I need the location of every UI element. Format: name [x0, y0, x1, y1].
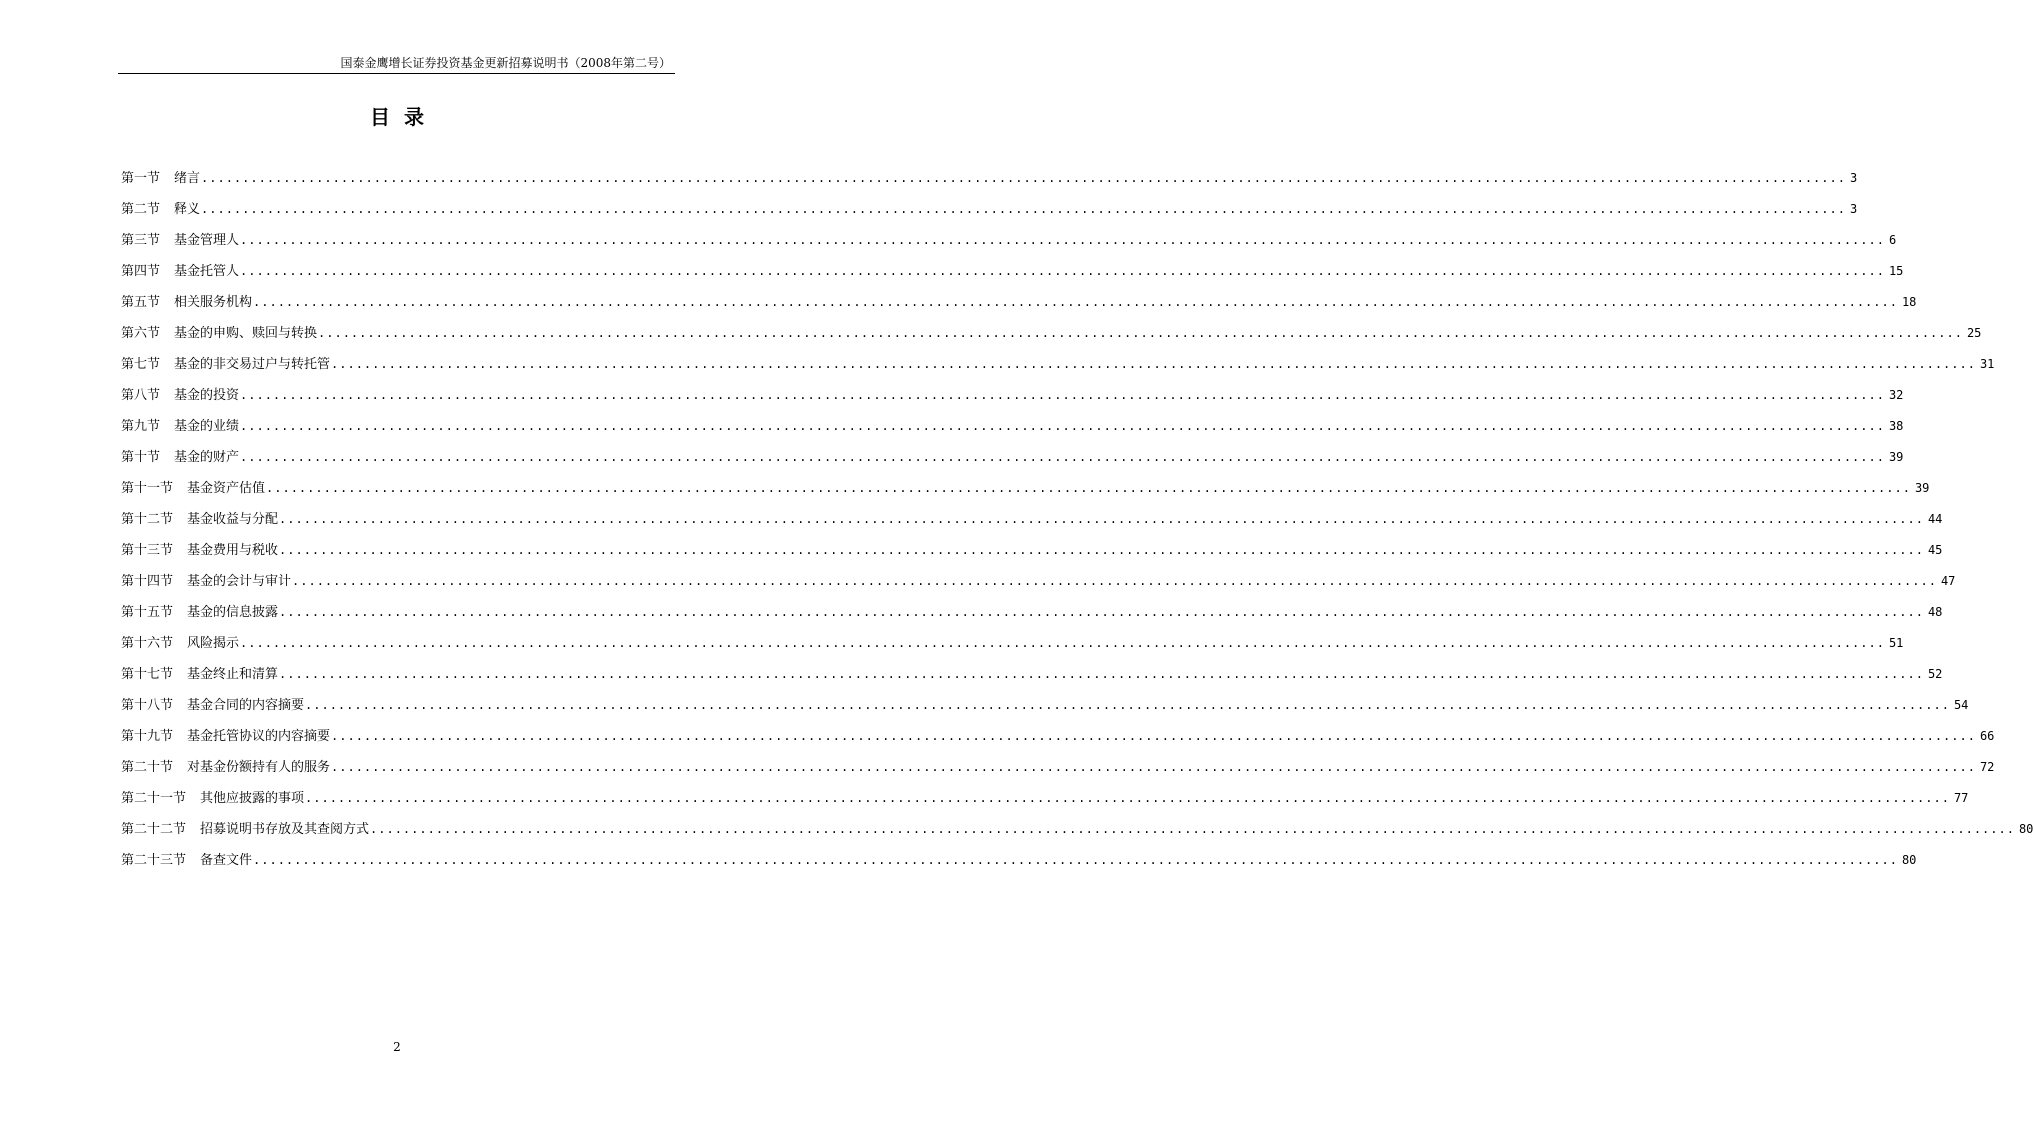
toc-dot-leader: ........................................................................................................................................................................................................	[292, 574, 1937, 588]
toc-section-title: 基金的会计与审计	[187, 574, 292, 589]
toc-section-title: 基金的财产	[174, 450, 240, 465]
toc-page-number: 39	[1914, 481, 1930, 495]
toc-page-number: 15	[1888, 264, 1904, 278]
toc-dot-leader: ........................................................................................................................................................................................................	[240, 419, 1885, 433]
toc-entry[interactable]	[121, 571, 1956, 602]
toc-entry[interactable]	[121, 788, 1969, 819]
toc-section-title: 基金的业绩	[174, 419, 240, 434]
toc-entry[interactable]	[121, 850, 1917, 881]
toc-entry[interactable]	[121, 695, 1969, 726]
toc-entry[interactable]	[121, 447, 1904, 478]
toc-page-number: 51	[1888, 636, 1904, 650]
running-header: 国泰金鹰增长证券投资基金更新招募说明书（2008年第二号）	[340, 56, 671, 70]
toc-section-title: 基金资产估值	[187, 481, 266, 496]
toc-section-number: 第十八节	[121, 698, 174, 713]
toc-section-number: 第八节	[121, 388, 161, 403]
toc-page-number: 38	[1888, 419, 1904, 433]
toc-section-number: 第三节	[121, 233, 161, 248]
toc-section-title: 基金托管协议的内容摘要	[187, 729, 331, 744]
header-divider	[118, 73, 675, 74]
toc-dot-leader: ........................................................................................................................................................................................................	[240, 450, 1885, 464]
toc-section-number: 第七节	[121, 357, 161, 372]
toc-section-title: 基金的信息披露	[187, 605, 279, 620]
toc-section-title: 备查文件	[200, 853, 253, 868]
table-of-contents	[121, 168, 2033, 881]
toc-section-number: 第十四节	[121, 574, 174, 589]
toc-dot-leader: ........................................................................................................................................................................................................	[240, 264, 1885, 278]
toc-section-number: 第二十二节	[121, 822, 187, 837]
page-title: 目录	[370, 105, 438, 129]
toc-page-number: 77	[1953, 791, 1969, 805]
toc-section-number: 第二十一节	[121, 791, 187, 806]
toc-section-number: 第十五节	[121, 605, 174, 620]
toc-section-number: 第六节	[121, 326, 161, 341]
toc-page-number: 80	[2018, 822, 2033, 836]
toc-page-number: 32	[1888, 388, 1904, 402]
toc-entry[interactable]	[121, 230, 1897, 261]
toc-entry[interactable]	[121, 323, 1982, 354]
toc-entry[interactable]	[121, 478, 1930, 509]
toc-dot-leader: ........................................................................................................................................................................................................	[201, 171, 1846, 185]
toc-entry[interactable]	[121, 416, 1904, 447]
toc-dot-leader: ........................................................................................................................................................................................................	[253, 853, 1898, 867]
toc-section-title: 绪言	[174, 171, 201, 186]
toc-entry[interactable]	[121, 199, 1858, 230]
toc-page-number: 66	[1979, 729, 1995, 743]
toc-page-number: 25	[1966, 326, 1982, 340]
toc-section-title: 风险揭示	[187, 636, 240, 651]
toc-dot-leader: ........................................................................................................................................................................................................	[253, 295, 1898, 309]
toc-entry[interactable]	[121, 664, 1943, 695]
toc-page-number: 6	[1888, 233, 1897, 247]
toc-dot-leader: ........................................................................................................................................................................................................	[201, 202, 1846, 216]
toc-section-title: 基金的非交易过户与转托管	[174, 357, 331, 372]
toc-section-title: 基金管理人	[174, 233, 240, 248]
toc-section-number: 第一节	[121, 171, 161, 186]
toc-section-title: 基金托管人	[174, 264, 240, 279]
toc-page-number: 3	[1849, 202, 1858, 216]
toc-dot-leader: ........................................................................................................................................................................................................	[370, 822, 2015, 836]
toc-dot-leader: ........................................................................................................................................................................................................	[240, 636, 1885, 650]
toc-dot-leader: ........................................................................................................................................................................................................	[279, 543, 1924, 557]
toc-section-number: 第二十三节	[121, 853, 187, 868]
toc-page-number: 52	[1927, 667, 1943, 681]
toc-entry[interactable]	[121, 819, 2033, 850]
toc-page-number: 54	[1953, 698, 1969, 712]
toc-page-number: 80	[1901, 853, 1917, 867]
toc-entry[interactable]	[121, 540, 1943, 571]
toc-section-number: 第十九节	[121, 729, 174, 744]
toc-section-title: 基金终止和清算	[187, 667, 279, 682]
toc-entry[interactable]	[121, 633, 1904, 664]
toc-dot-leader: ........................................................................................................................................................................................................	[279, 605, 1924, 619]
page-number: 2	[393, 1040, 401, 1054]
toc-dot-leader: ........................................................................................................................................................................................................	[331, 760, 1976, 774]
toc-page-number: 18	[1901, 295, 1917, 309]
toc-entry[interactable]	[121, 757, 1995, 788]
toc-dot-leader: ........................................................................................................................................................................................................	[305, 698, 1950, 712]
toc-dot-leader: ........................................................................................................................................................................................................	[240, 388, 1885, 402]
toc-section-number: 第四节	[121, 264, 161, 279]
toc-dot-leader: ........................................................................................................................................................................................................	[331, 729, 1976, 743]
toc-entry[interactable]	[121, 602, 1943, 633]
toc-section-title: 基金合同的内容摘要	[187, 698, 305, 713]
toc-entry[interactable]	[121, 261, 1904, 292]
toc-section-number: 第十一节	[121, 481, 174, 496]
toc-page-number: 3	[1849, 171, 1858, 185]
toc-dot-leader: ........................................................................................................................................................................................................	[305, 791, 1950, 805]
toc-dot-leader: ........................................................................................................................................................................................................	[331, 357, 1976, 371]
toc-dot-leader: ........................................................................................................................................................................................................	[279, 512, 1924, 526]
toc-section-number: 第十三节	[121, 543, 174, 558]
toc-section-title: 基金费用与税收	[187, 543, 279, 558]
toc-dot-leader: ........................................................................................................................................................................................................	[240, 233, 1885, 247]
toc-section-title: 基金的投资	[174, 388, 240, 403]
toc-page-number: 44	[1927, 512, 1943, 526]
toc-section-number: 第九节	[121, 419, 161, 434]
toc-entry[interactable]	[121, 292, 1917, 323]
toc-entry[interactable]	[121, 168, 1858, 199]
toc-section-title: 其他应披露的事项	[200, 791, 305, 806]
toc-page-number: 39	[1888, 450, 1904, 464]
toc-page-number: 72	[1979, 760, 1995, 774]
toc-entry[interactable]	[121, 726, 1995, 757]
toc-section-title: 释义	[174, 202, 201, 217]
toc-section-title: 招募说明书存放及其查阅方式	[200, 822, 370, 837]
toc-page-number: 48	[1927, 605, 1943, 619]
toc-section-number: 第十七节	[121, 667, 174, 682]
toc-section-number: 第二节	[121, 202, 161, 217]
toc-section-number: 第二十节	[121, 760, 174, 775]
toc-section-title: 基金收益与分配	[187, 512, 279, 527]
toc-entry[interactable]	[121, 385, 1904, 416]
toc-section-number: 第十二节	[121, 512, 174, 527]
toc-section-number: 第十节	[121, 450, 161, 465]
toc-section-number: 第五节	[121, 295, 161, 310]
toc-section-number: 第十六节	[121, 636, 174, 651]
toc-entry[interactable]	[121, 509, 1943, 540]
toc-section-title: 对基金份额持有人的服务	[187, 760, 331, 775]
toc-page-number: 45	[1927, 543, 1943, 557]
toc-section-title: 相关服务机构	[174, 295, 253, 310]
toc-dot-leader: ........................................................................................................................................................................................................	[266, 481, 1911, 495]
toc-page-number: 47	[1940, 574, 1956, 588]
toc-dot-leader: ........................................................................................................................................................................................................	[279, 667, 1924, 681]
toc-dot-leader: ........................................................................................................................................................................................................	[318, 326, 1963, 340]
toc-page-number: 31	[1979, 357, 1995, 371]
toc-entry[interactable]	[121, 354, 1995, 385]
toc-section-title: 基金的申购、赎回与转换	[174, 326, 318, 341]
